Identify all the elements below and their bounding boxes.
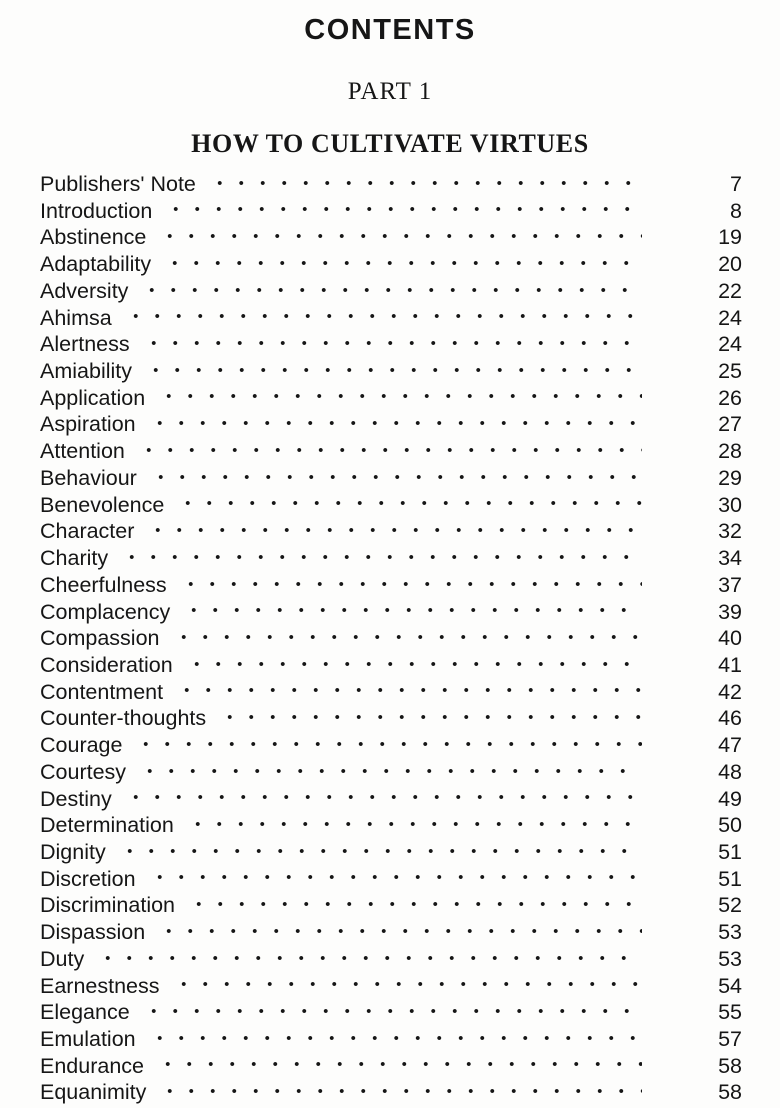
toc-entry-page: 47: [718, 733, 742, 758]
dot-leader: [151, 1055, 642, 1079]
toc-row: [40, 572, 742, 599]
toc-row: [40, 946, 742, 973]
toc-row: [40, 438, 742, 465]
toc-entry-page: 53: [718, 920, 742, 945]
toc-row: [40, 492, 742, 519]
toc-entry-title: Aspiration: [40, 412, 136, 437]
dot-leader: [182, 895, 642, 919]
dot-leader: [119, 307, 642, 331]
toc-entry-page: 32: [718, 519, 742, 544]
toc-entry-title: Character: [40, 519, 135, 544]
toc-entry-title: Charity: [40, 546, 109, 571]
toc-row: [40, 812, 742, 839]
toc-row: [40, 1053, 742, 1080]
dot-leader: [153, 227, 642, 251]
dot-leader: [137, 334, 642, 358]
toc-entry-title: Contentment: [40, 679, 164, 704]
dot-leader: [139, 361, 642, 385]
dot-leader: [152, 387, 642, 411]
toc-entry-title: Abstinence: [40, 225, 147, 250]
toc-entry-page: 40: [718, 626, 742, 651]
toc-entry-page: 39: [718, 599, 742, 624]
toc-row: [40, 652, 742, 679]
toc-row: [40, 679, 742, 706]
dot-leader: [158, 254, 642, 278]
toc-row: [40, 545, 742, 572]
toc-entry-page: 55: [718, 1000, 742, 1025]
toc-entry-title: Ahimsa: [40, 305, 112, 330]
toc-entry-page: 58: [718, 1080, 742, 1105]
dot-leader: [174, 575, 642, 599]
toc-row: [40, 251, 742, 278]
toc-entry-page: 25: [718, 359, 742, 384]
toc-row: [40, 1079, 742, 1106]
toc-row: [40, 411, 742, 438]
toc-entry-title: Courtesy: [40, 759, 127, 784]
toc-row: [40, 732, 742, 759]
toc-entry-page: 58: [718, 1053, 742, 1078]
toc-row: [40, 198, 742, 225]
toc-entry-page: 8: [730, 198, 742, 223]
toc-entry-page: 7: [730, 172, 742, 196]
dot-leader: [143, 1029, 642, 1053]
toc-entry-title: Counter-thoughts: [40, 706, 207, 731]
page-title: CONTENTS: [304, 14, 476, 46]
toc-entry-title: Compassion: [40, 626, 160, 651]
dot-leader: [132, 441, 642, 465]
dot-leader: [113, 842, 642, 866]
dot-leader: [213, 708, 642, 732]
toc-row: [40, 866, 742, 893]
dot-leader: [143, 414, 642, 438]
toc-entry-page: 52: [718, 893, 742, 918]
dot-leader: [171, 494, 642, 518]
toc-entry-page: 50: [718, 813, 742, 838]
toc-entry-page: 22: [718, 278, 742, 303]
toc-row: [40, 759, 742, 786]
toc-row: [40, 331, 742, 358]
dot-leader: [115, 548, 642, 572]
dot-leader: [159, 200, 642, 224]
toc-entry-title: Courage: [40, 733, 123, 758]
dot-leader: [167, 975, 642, 999]
dot-leader: [167, 628, 643, 652]
toc-row: [40, 518, 742, 545]
section-heading: HOW TO CULTIVATE VIRTUES: [191, 129, 589, 158]
toc-entry-title: Dispassion: [40, 920, 146, 945]
dot-leader: [129, 735, 642, 759]
toc-entry-page: 42: [718, 679, 742, 704]
dot-leader: [137, 1002, 642, 1026]
toc-entry-title: Determination: [40, 813, 174, 838]
toc-entry-page: 19: [718, 225, 742, 250]
toc-row: [40, 465, 742, 492]
toc-entry-title: Elegance: [40, 1000, 130, 1025]
dot-leader: [177, 601, 642, 625]
dot-leader: [119, 788, 642, 812]
dot-leader: [135, 281, 642, 305]
toc-row: [40, 625, 742, 652]
dot-leader: [180, 655, 642, 679]
toc-entry-title: Earnestness: [40, 973, 160, 998]
toc-entry-title: Complacency: [40, 599, 171, 624]
toc-row: [40, 224, 742, 251]
toc-entry-title: Cheerfulness: [40, 572, 167, 597]
toc-entry-title: Alertness: [40, 332, 130, 357]
toc-entry-page: 28: [718, 439, 742, 464]
dot-leader: [152, 922, 642, 946]
toc-entry-page: 37: [718, 572, 742, 597]
toc-entry-page: 51: [718, 839, 742, 864]
toc-entry-page: 34: [718, 546, 742, 571]
toc-row: [40, 278, 742, 305]
toc-entry-page: 20: [718, 252, 742, 277]
toc-entry-title: Introduction: [40, 198, 153, 223]
toc-entry-page: 26: [718, 385, 742, 410]
toc-entry-title: Attention: [40, 439, 125, 464]
toc-entry-page: 53: [718, 946, 742, 971]
toc-row: [40, 385, 742, 412]
toc-entry-page: 24: [718, 305, 742, 330]
toc-row: [40, 786, 742, 813]
toc-row: [40, 973, 742, 1000]
toc-entry-page: 54: [718, 973, 742, 998]
toc-entry-page: 48: [718, 759, 742, 784]
dot-leader: [153, 1082, 642, 1106]
toc-entry-title: Endurance: [40, 1053, 144, 1078]
toc-entry-title: Consideration: [40, 652, 173, 677]
dot-leader: [133, 762, 642, 786]
dot-leader: [181, 815, 642, 839]
toc-row: [40, 1026, 742, 1053]
toc-entry-page: 27: [718, 412, 742, 437]
toc-entry-title: Discrimination: [40, 893, 176, 918]
toc-entry-title: Adaptability: [40, 252, 152, 277]
toc-row: [40, 999, 742, 1026]
toc-row: [40, 892, 742, 919]
toc-entry-page: 30: [718, 492, 742, 517]
toc-row: [40, 305, 742, 332]
toc-entry-title: Duty: [40, 946, 85, 971]
toc-entry-title: Behaviour: [40, 465, 137, 490]
toc-entry-title: Amiability: [40, 359, 132, 384]
toc-row: [40, 171, 742, 198]
dot-leader: [203, 174, 642, 198]
toc-row: [40, 705, 742, 732]
toc-entry-title: Publishers' Note: [40, 172, 196, 196]
toc-entry-page: 29: [718, 465, 742, 490]
toc-row: [40, 919, 742, 946]
dot-leader: [144, 468, 642, 492]
toc-entry-title: Adversity: [40, 278, 129, 303]
dot-leader: [143, 868, 642, 892]
toc-row: [40, 599, 742, 626]
toc-row: [40, 839, 742, 866]
toc-entry-title: Benevolence: [40, 492, 165, 517]
toc-entry-page: 49: [718, 786, 742, 811]
toc-entry-page: 41: [718, 652, 742, 677]
part-heading: PART 1: [347, 78, 433, 105]
toc-entry-title: Discretion: [40, 866, 136, 891]
toc-entry-title: Application: [40, 385, 146, 410]
toc-row: [40, 358, 742, 385]
dot-leader: [170, 681, 642, 705]
dot-leader: [91, 949, 642, 973]
toc-entry-title: Emulation: [40, 1027, 136, 1051]
toc-entry-page: 57: [718, 1027, 742, 1051]
toc-list: [40, 171, 742, 1106]
toc-entry-title: Destiny: [40, 786, 112, 811]
toc-entry-page: 51: [718, 866, 742, 891]
toc-entry-page: 24: [718, 332, 742, 357]
toc-entry-title: Dignity: [40, 839, 106, 864]
toc-entry-title: Equanimity: [40, 1080, 147, 1105]
dot-leader: [141, 521, 642, 545]
toc-entry-page: 46: [718, 706, 742, 731]
